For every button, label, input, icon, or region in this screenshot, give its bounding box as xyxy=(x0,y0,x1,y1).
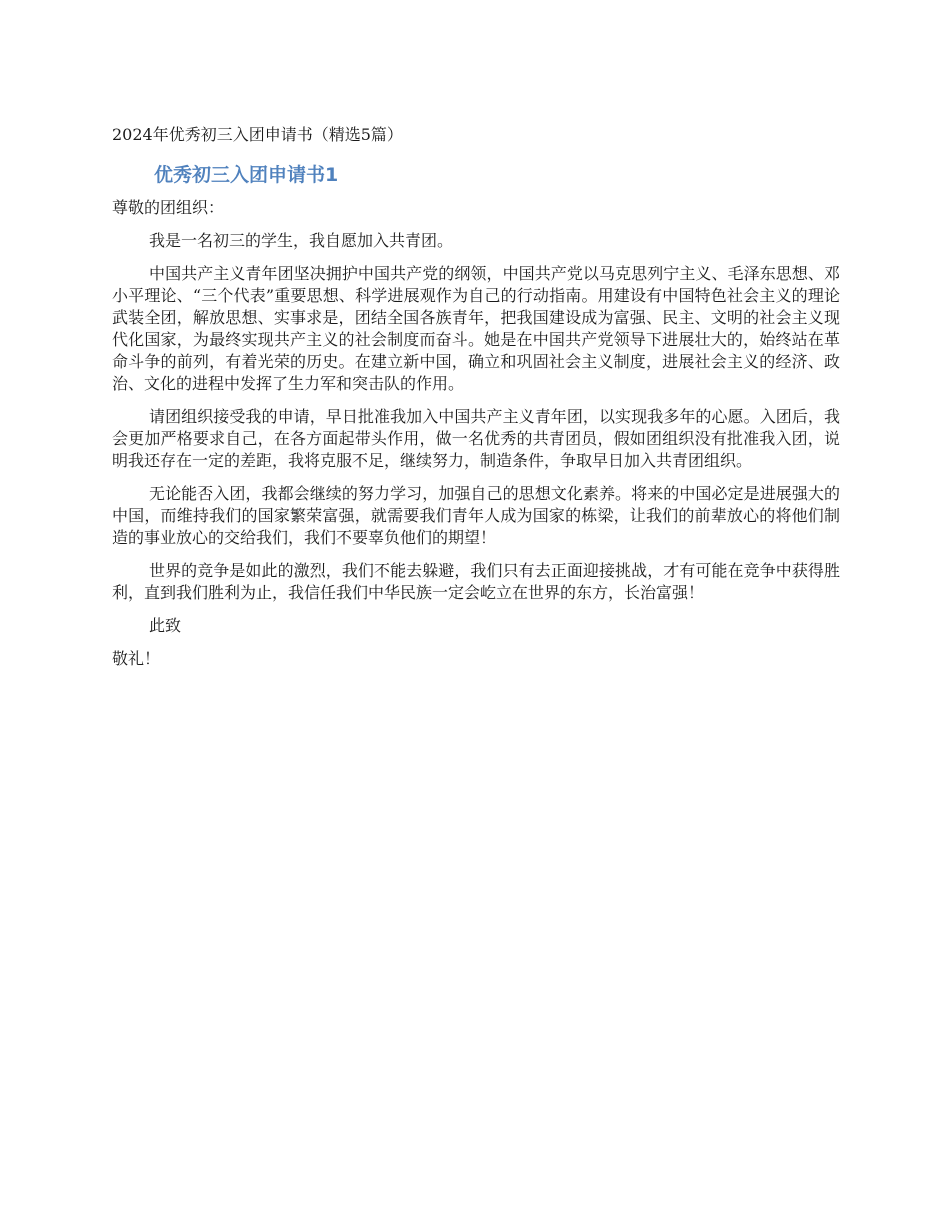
regards-phrase: 敬礼！ xyxy=(112,649,161,668)
salutation: 尊敬的团组织： xyxy=(112,198,225,217)
paragraph-commitment: 无论能否入团，我都会继续的努力学习，加强自己的思想文化素养。将来的中国必定是进展强大的中国，而维持我们的国家繁荣富强，就需要我们青年人成为国家的栋梁，让我们的前辈放心的将他们制造的事业放心的交给我们，我们不要辜负他们的期望！ xyxy=(112,484,840,547)
section-heading: 优秀初三入团申请书1 xyxy=(154,164,339,186)
paragraph-league-description: 中国共产主义青年团坚决拥护中国共产党的纲领，中国共产党以马克思列宁主义、毛泽东思想、邓小平理论、“三个代表”重要思想、科学进展观作为自己的行动指南。用建设有中国特色社会主义的理论武装全团，解放思想、实事求是，团结全国各族青年，把我国建设成为富强、民主、文明的社会主义现代化国家，为最终实现共产主义的社会制度而奋斗。她是在中国共产党领导下进展壮大的，始终站在革命斗争的前列，有着光荣的历史。在建立新中国，确立和巩固社会主义制度，进展社会主义的经济、政治、文化的进程中发挥了生力军和突击队的作用。 xyxy=(112,264,840,393)
paragraph-challenge: 世界的竞争是如此的激烈，我们不能去躲避，我们只有去正面迎接挑战，才有可能在竞争中获得胜利，直到我们胜利为止，我信任我们中华民族一定会屹立在世界的东方，长治富强！ xyxy=(112,561,840,602)
document-body xyxy=(112,124,840,670)
paragraph-intro: 我是一名初三的学生，我自愿加入共青团。 xyxy=(149,231,454,250)
document-title: 2024年优秀初三入团申请书（精选5篇） xyxy=(112,125,403,144)
closing-phrase: 此致 xyxy=(149,616,182,635)
paragraph-request: 请团组织接受我的申请，早日批准我加入中国共产主义青年团，以实现我多年的心愿。入团后，我会更加严格要求自己，在各方面起带头作用，做一名优秀的共青团员，假如团组织没有批准我入团，说明我还存在一定的差距，我将克服不足，继续努力，制造条件，争取早日加入共青团组织。 xyxy=(112,407,840,470)
